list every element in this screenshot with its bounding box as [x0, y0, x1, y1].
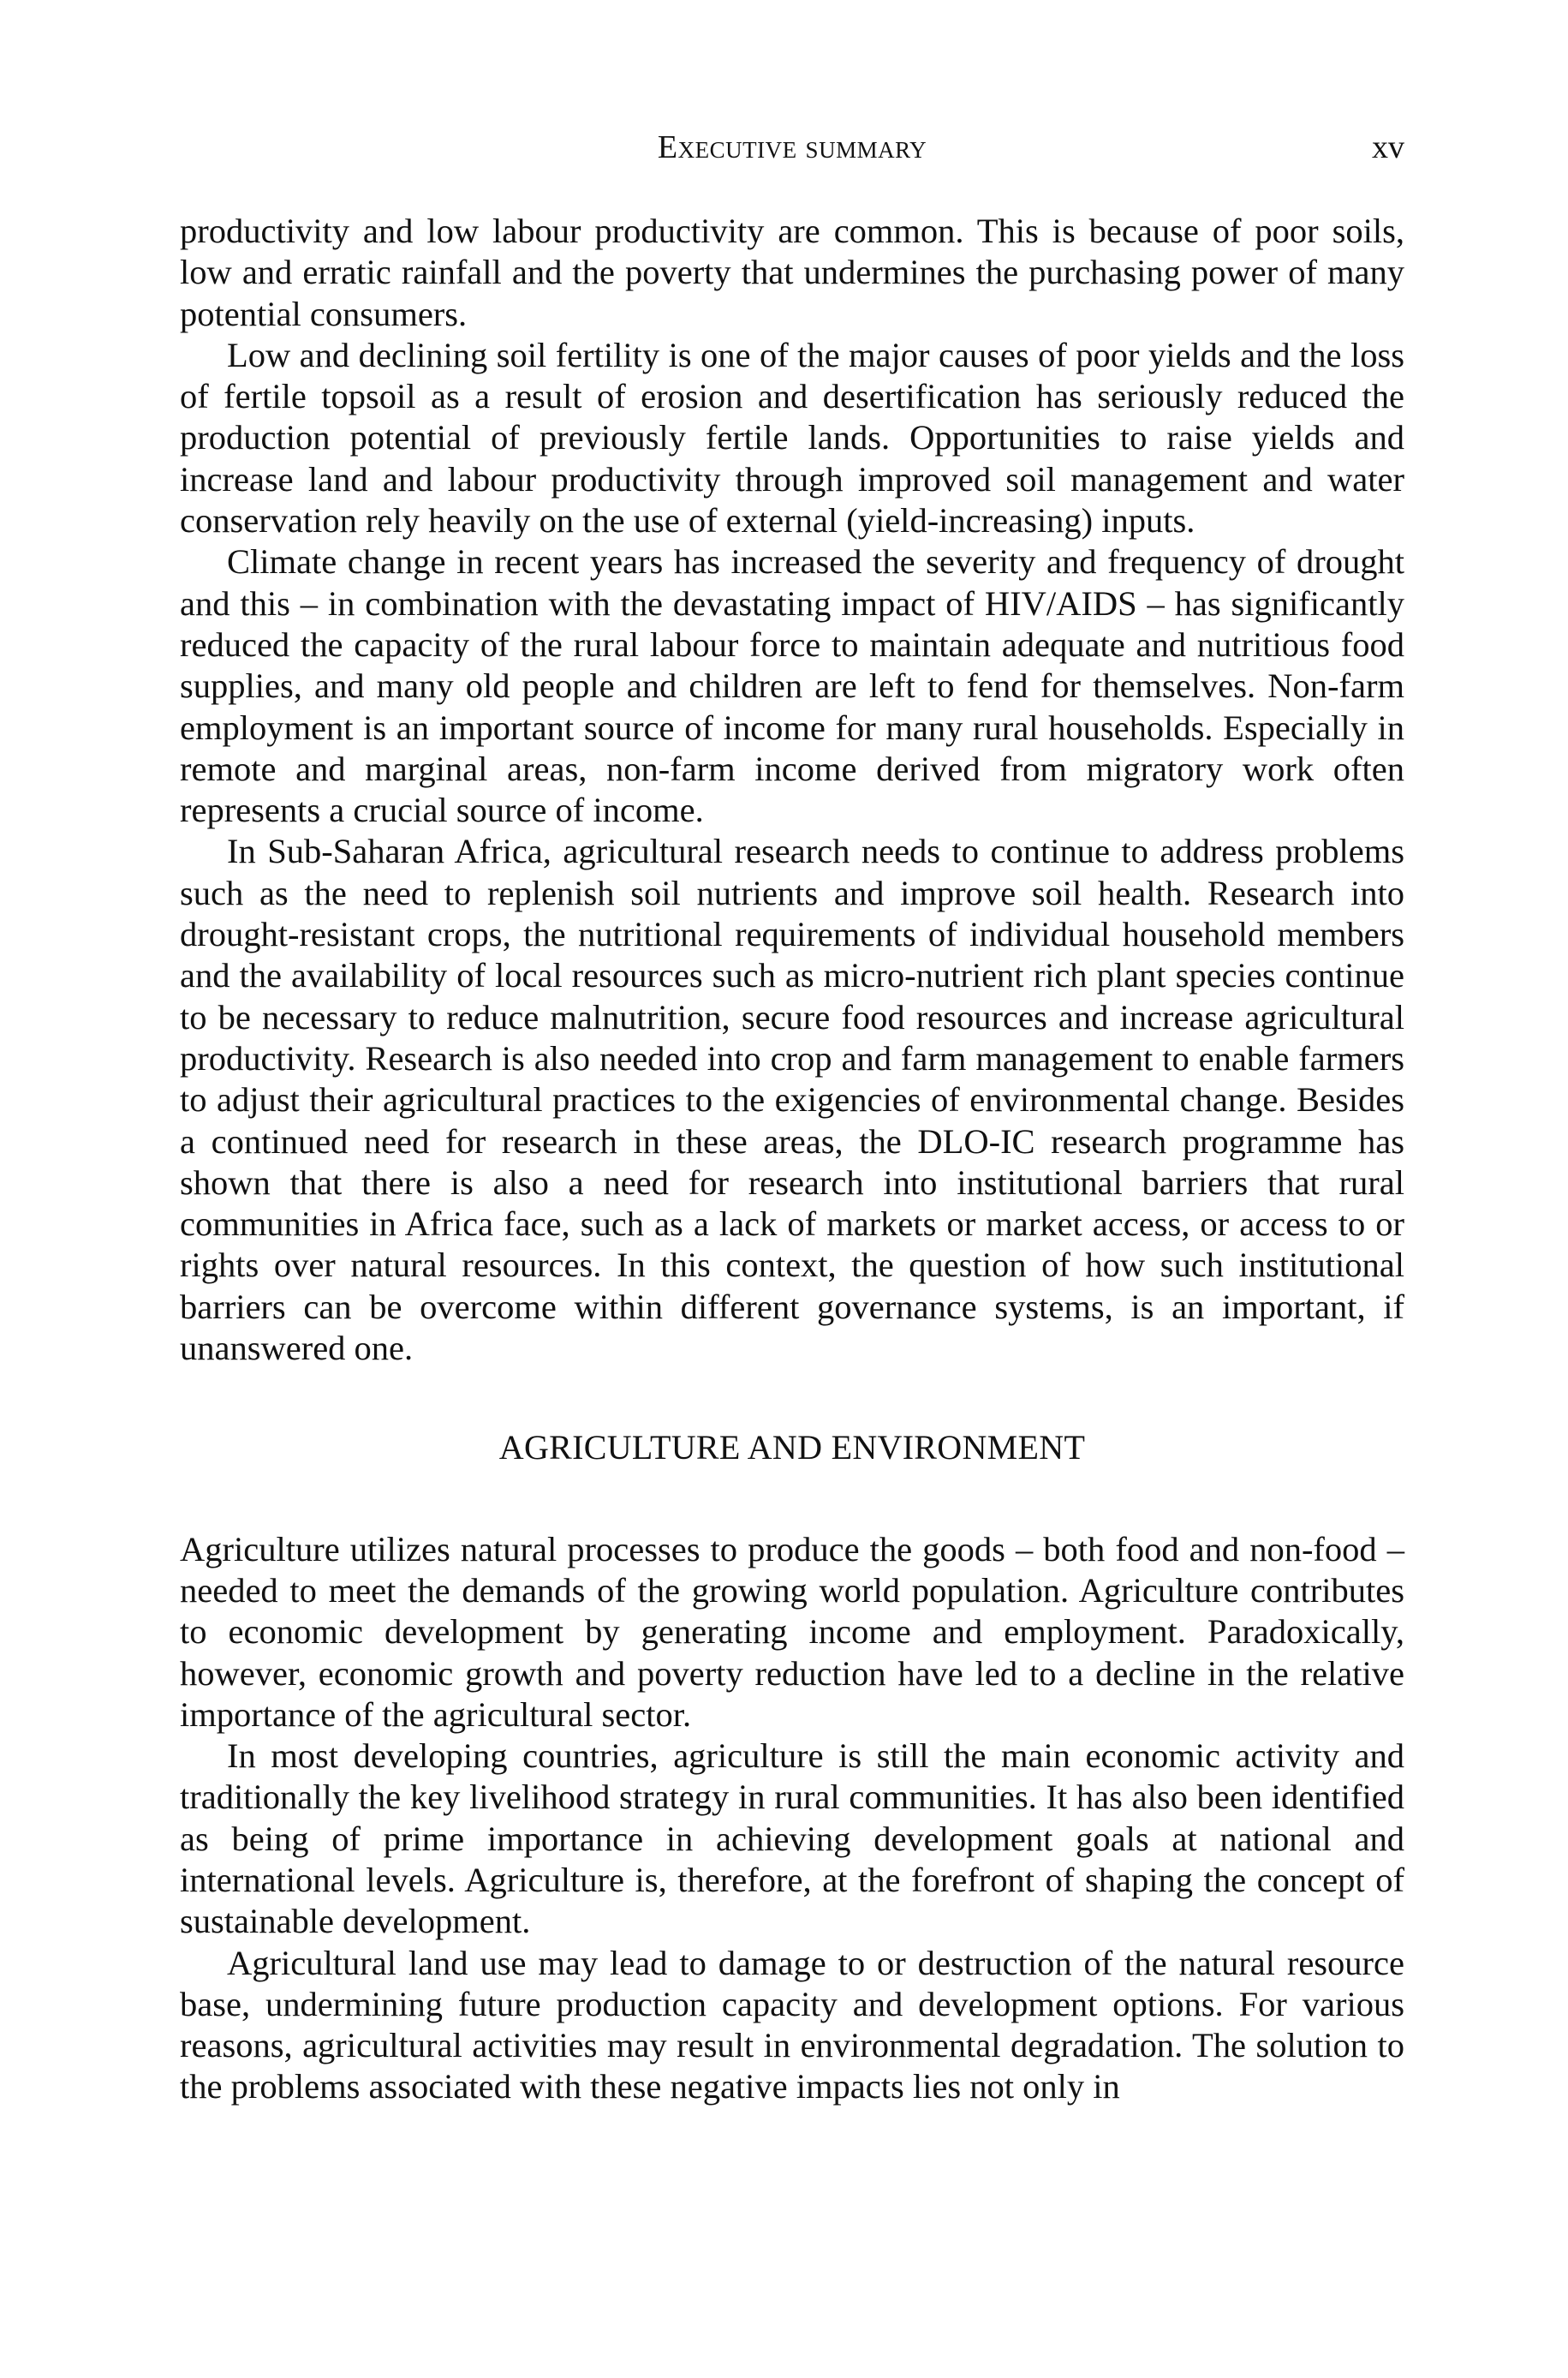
paragraph: Climate change in recent years has increased the severity and frequency of drought and this – in combination with the devastating impact of HIV/AIDS – has significantly reduced the capacity of the rural labour force to maintain adequate and nutritious food supplies, and many old people and children are left to fend for themselves. Non-farm employment is an important source of income for many rural households. Especially in remote and marginal areas, non-farm income derived from migratory work often represents a crucial source of income.: [180, 542, 1404, 830]
paragraph: Agriculture utilizes natural processes to produce the goods – both food and non-food – needed to meet the demands of the growing world population. Agriculture contributes to economic development by generating income and employment. Paradoxically, however, economic growth and poverty reduction have led to a decline in the relative importance of the agricultural sector.: [180, 1529, 1404, 1734]
section-heading: AGRICULTURE AND ENVIRONMENT: [498, 1428, 1086, 1467]
paragraph: In Sub-Saharan Africa, agricultural research needs to continue to address problems such as the need to replenish soil nutrients and improve soil health. Research into drought-resistant crops, the nutritional requirements of individual household members and the availability of local resources such as micro-nutrient rich plant species continue to be necessary to reduce malnutrition, secure food resources and increase agricultural productivity. Research is also needed into crop and farm management to enable farmers to adjust their agricultural practices to the exigencies of environmental change. Besides a continued need for research in these areas, the DLO-IC research programme has shown that there is also a need for research into institutional barriers that rural communities in Africa face, such as a lack of markets or market access, or access to or rights over natural resources. In this context, the question of how such institutional barriers can be overcome within different governance systems, is an important, if unanswered one.: [180, 832, 1404, 1368]
page-number: xv: [1372, 129, 1404, 165]
paragraph-continued: productivity and low labour productivity are common. This is because of poor soils, low and erratic rainfall and the poverty that undermines the purchasing power of many potential consumers.: [180, 212, 1404, 333]
paragraph: In most developing countries, agriculture is still the main economic activity and traditionally the key livelihood strategy in rural communities. It has also been identified as being of prime importance in achieving development goals at national and international levels. Agriculture is, therefore, at the forefront of shaping the concept of sustainable development.: [180, 1736, 1404, 1941]
book-page: [180, 120, 1404, 2108]
paragraph: Low and declining soil fertility is one of the major causes of poor yields and the loss of fertile topsoil as a result of erosion and desertification has seriously reduced the production potential of previously fertile lands. Opportunities to raise yields and increase land and labour productivity through improved soil management and water conservation rely heavily on the use of external (yield-increasing) inputs.: [180, 335, 1404, 541]
running-head: [180, 120, 1404, 171]
paragraph: Agricultural land use may lead to damage to or destruction of the natural resource base, undermining future production capacity and development options. For various reasons, agricultural activities may result in environmental degradation. The solution to the problems associated with these negative impacts lies not only in: [180, 1943, 1404, 2106]
body-text: [180, 211, 1404, 2108]
running-head-title: Executive summary: [657, 129, 927, 165]
